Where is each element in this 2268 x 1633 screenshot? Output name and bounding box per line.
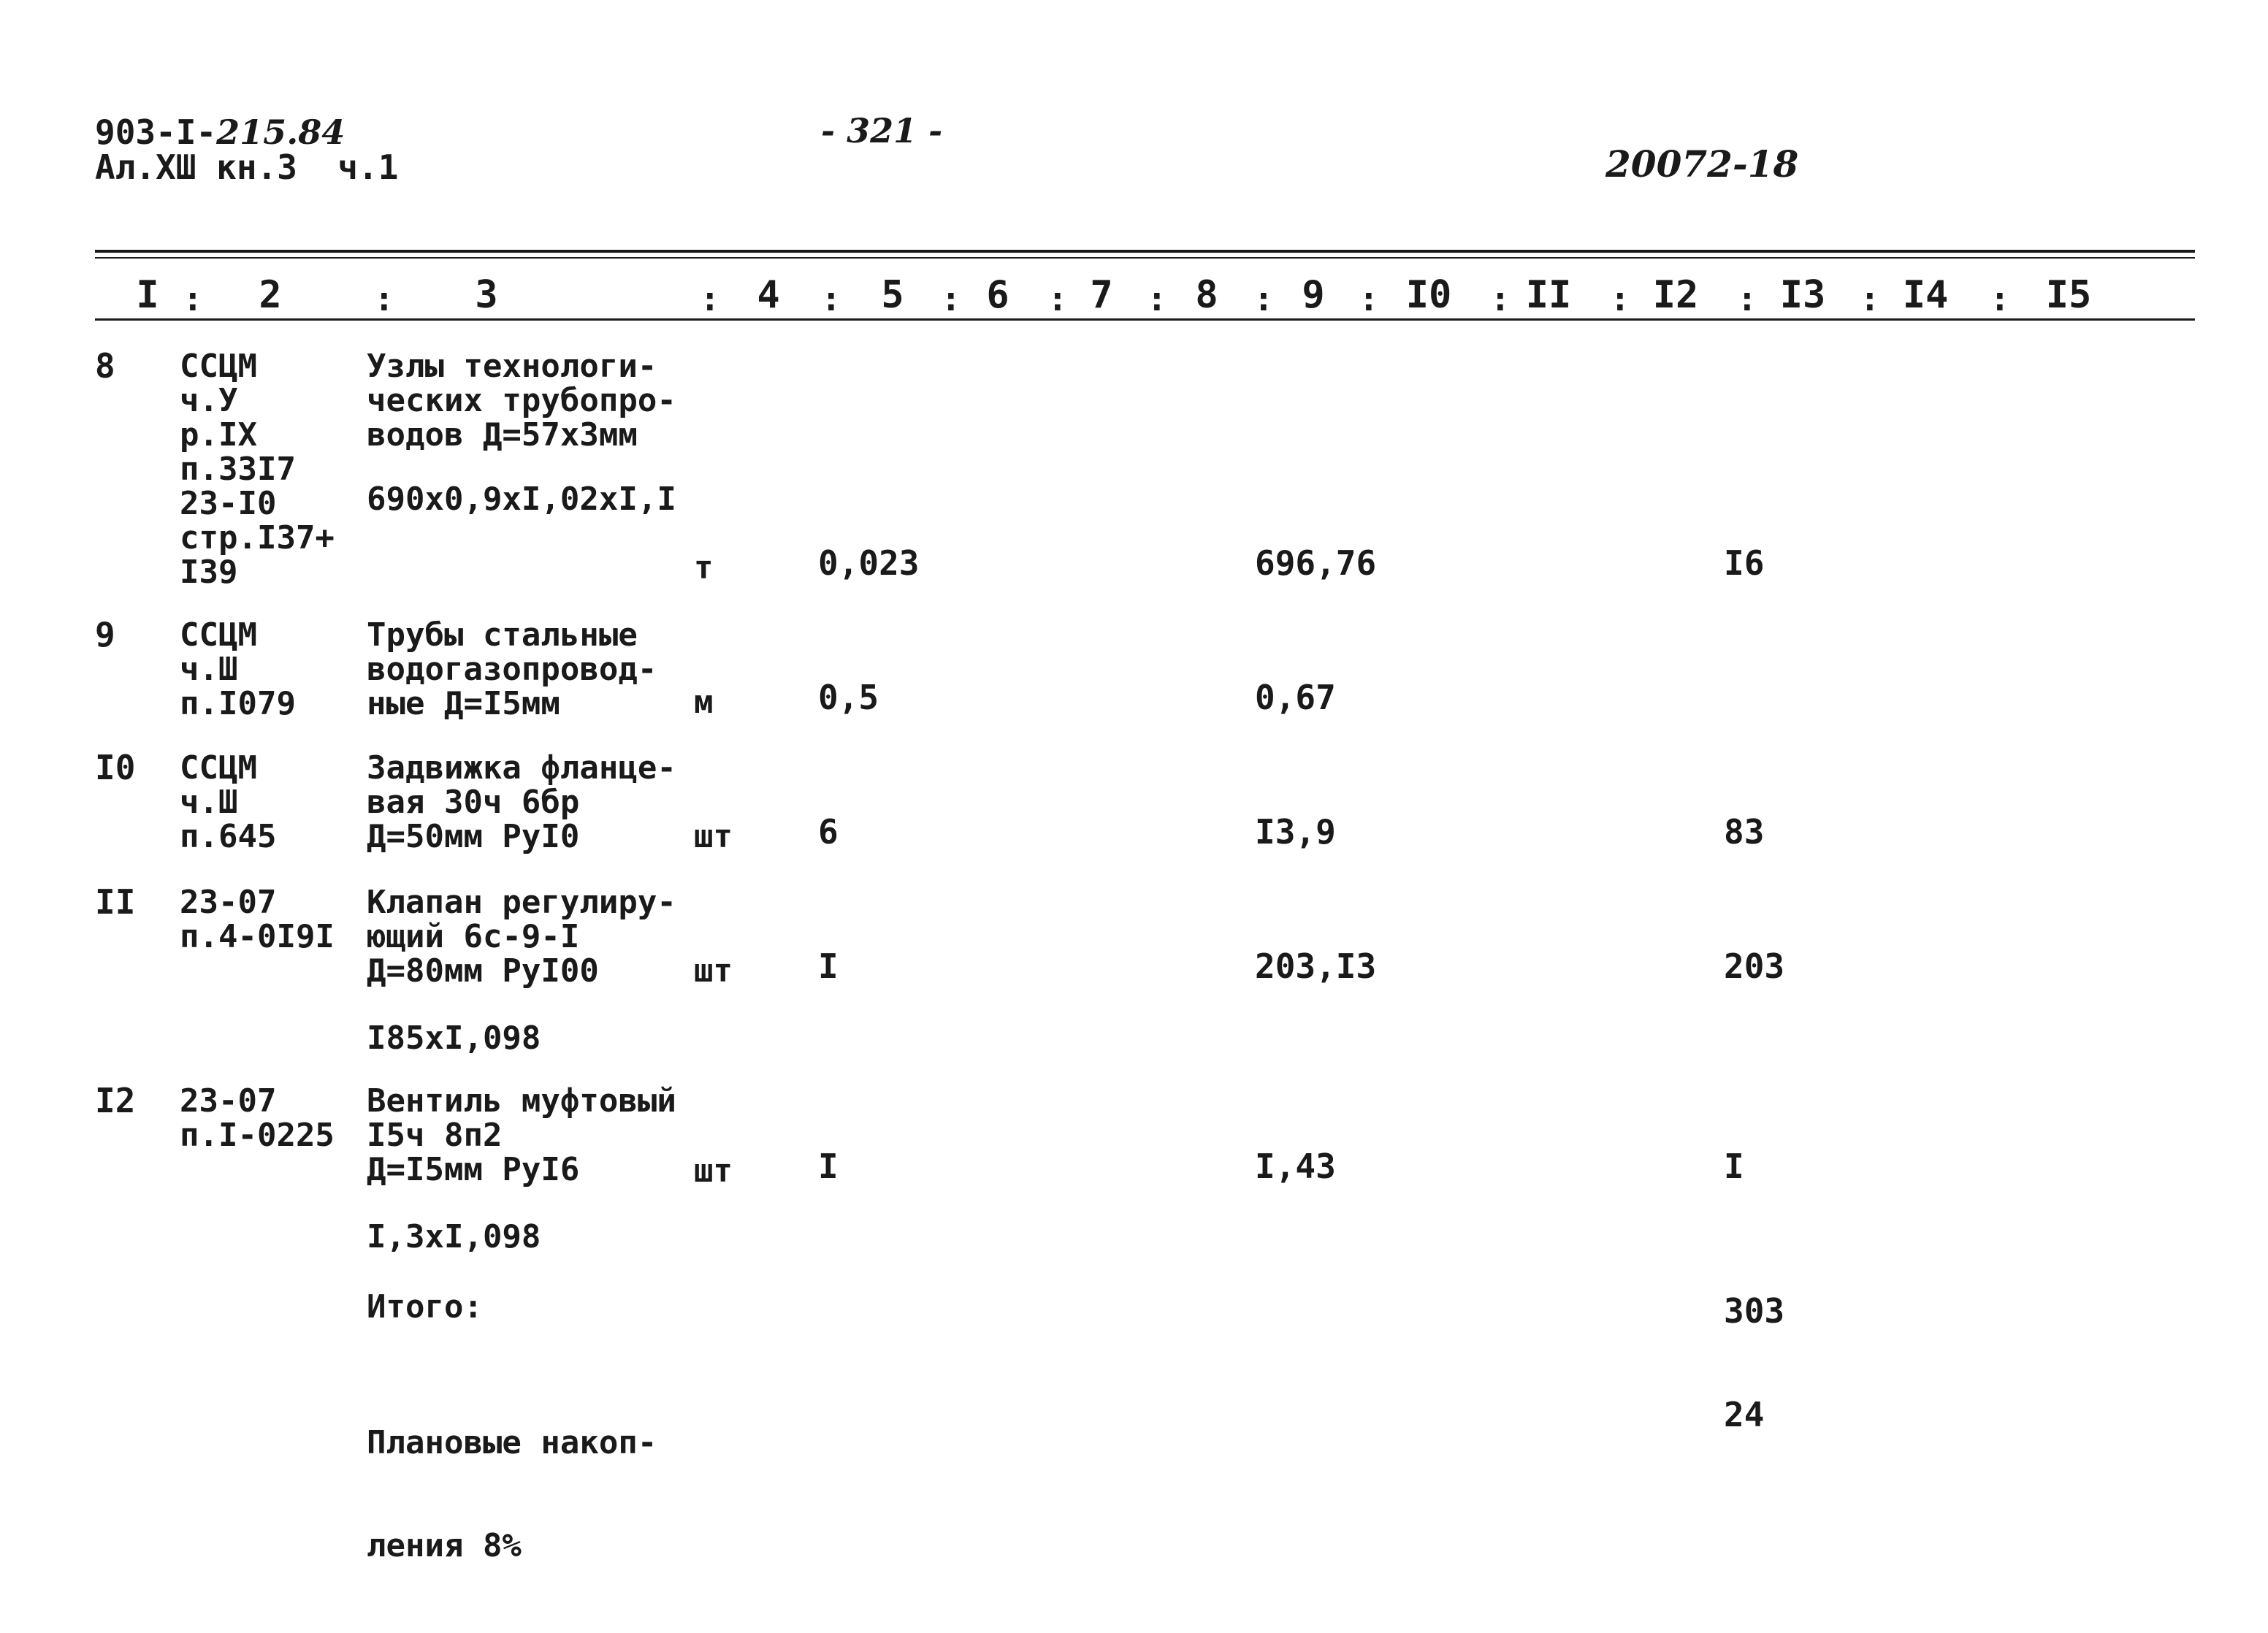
column-header-6: 6: [986, 273, 1009, 317]
column-header-11: II: [1525, 273, 1572, 317]
column-header-5: 5: [881, 273, 904, 317]
row-reference: [180, 1084, 335, 1152]
column-separator: :: [1147, 279, 1167, 318]
column-separator: :: [1359, 279, 1379, 318]
row-unit: шт: [694, 952, 733, 990]
row-reference-line: ч.Ш: [180, 651, 238, 688]
row-reference: [180, 349, 335, 589]
column-header-14: I4: [1902, 273, 1949, 317]
document-number: 20072-18: [1605, 142, 1799, 186]
row-quantity: 6: [818, 812, 839, 852]
row-number: I0: [95, 748, 136, 787]
column-separator: :: [1610, 279, 1630, 318]
column-separator: :: [1737, 279, 1757, 318]
column-separator: :: [183, 279, 203, 318]
row-reference-line: п.33I7: [180, 451, 296, 488]
row-description-line: вая 30ч 6бр: [367, 784, 580, 821]
row-formula: I,3хI,098: [367, 1218, 541, 1255]
row-description-line: ющий 6с-9-I: [367, 918, 580, 955]
row-unit: шт: [694, 818, 733, 855]
row-description-line: Трубы стальные: [367, 616, 638, 654]
row-reference-line: п.4-0I9I: [180, 918, 335, 955]
row-description-line: Клапан регулиру-: [367, 884, 676, 921]
row-description-line: ные Д=I5мм: [367, 685, 560, 722]
planned-savings-label-line: Плановые накоп-: [367, 1424, 657, 1461]
column-header-4: 4: [757, 273, 780, 317]
row-description-line: водогазопровод-: [367, 651, 657, 688]
column-separator: :: [941, 279, 961, 318]
row-reference-line: п.I079: [180, 685, 296, 722]
row-reference-line: I39: [180, 554, 238, 591]
row-description: [367, 885, 676, 988]
itogo-value: 303: [1724, 1291, 1785, 1331]
row-number: 8: [95, 346, 115, 386]
row-quantity: I: [818, 1147, 839, 1186]
column-separator: :: [821, 279, 841, 318]
row-description-line: Вентиль муфтовый: [367, 1082, 676, 1120]
row-reference-line: ч.У: [180, 382, 238, 419]
row-total-cost: I6: [1724, 543, 1765, 583]
row-reference-line: ч.Ш: [180, 784, 238, 821]
row-reference-line: р.IX: [180, 416, 257, 454]
column-header-7: 7: [1090, 273, 1113, 317]
row-description: [367, 618, 657, 721]
row-unit-price: I3,9: [1255, 812, 1336, 852]
row-number: II: [95, 882, 136, 922]
column-header-10: I0: [1405, 273, 1452, 317]
column-separator: :: [1047, 279, 1068, 318]
series-code: 903-I-215.84: [95, 112, 345, 152]
column-separator: :: [1490, 279, 1511, 318]
column-header-13: I3: [1779, 273, 1826, 317]
row-formula: I85хI,098: [367, 1020, 541, 1057]
row-quantity: 0,023: [818, 543, 920, 583]
planned-savings-label-line: ления 8%: [367, 1527, 522, 1564]
row-quantity: I: [818, 946, 839, 986]
row-unit-price: 203,I3: [1255, 946, 1377, 986]
row-reference-line: п.645: [180, 818, 277, 855]
column-separator: :: [700, 279, 720, 318]
row-description: [367, 349, 676, 452]
row-reference-line: 23-I0: [180, 485, 277, 522]
row-unit: м: [694, 684, 714, 721]
row-reference-line: п.I-0225: [180, 1117, 335, 1154]
row-description-line: водов Д=57х3мм: [367, 416, 638, 454]
row-unit: шт: [694, 1152, 733, 1190]
column-separator: :: [1860, 279, 1880, 318]
row-unit-price: 0,67: [1255, 678, 1336, 717]
planned-savings-label: [367, 1357, 657, 1632]
row-reference: [180, 751, 276, 854]
row-description-line: I5ч 8п2: [367, 1117, 503, 1154]
series-code-handwritten: 215.84: [216, 112, 345, 152]
row-formula: 690х0,9хI,02хI,I: [367, 481, 676, 518]
row-description-line: Д=80мм РуI00: [367, 952, 599, 990]
header-top-rule: [95, 250, 2195, 253]
row-number: I2: [95, 1081, 136, 1120]
column-separator: :: [1253, 279, 1274, 318]
header-top-rule-thin: [95, 257, 2195, 259]
album-reference: Ал.ХШ кн.3 ч.1: [95, 148, 399, 187]
row-reference-line: стр.I37+: [180, 519, 335, 557]
row-description-line: Узлы технологи-: [367, 348, 657, 385]
row-unit-price: I,43: [1255, 1147, 1336, 1186]
row-reference: [180, 885, 335, 954]
row-total-cost: 203: [1724, 946, 1785, 986]
itogo-label: Итого:: [367, 1288, 483, 1326]
page-number: - 321 -: [821, 111, 943, 150]
row-unit: т: [694, 549, 714, 586]
row-total-cost: 83: [1724, 812, 1765, 852]
row-reference-line: 23-07: [180, 1082, 277, 1120]
row-description-line: Д=I5мм РуI6: [367, 1151, 580, 1188]
planned-savings-value: 24: [1724, 1395, 1765, 1434]
row-reference-line: ССЦМ: [180, 749, 257, 787]
row-reference-line: ССЦМ: [180, 616, 257, 654]
column-separator: :: [1990, 279, 2010, 318]
row-description-line: ческих трубопро-: [367, 382, 676, 419]
column-header-1: I: [136, 273, 159, 317]
row-reference-line: 23-07: [180, 884, 277, 921]
row-description: [367, 751, 676, 854]
row-reference-line: ССЦМ: [180, 348, 257, 385]
row-number: 9: [95, 615, 115, 654]
column-header-3: 3: [475, 273, 498, 317]
row-total-cost: I: [1724, 1147, 1744, 1186]
row-reference: [180, 618, 296, 721]
column-header-9: 9: [1302, 273, 1325, 317]
row-description: [367, 1084, 676, 1187]
column-header-2: 2: [259, 273, 282, 317]
row-unit-price: 696,76: [1255, 543, 1377, 583]
column-header-15: I5: [2045, 273, 2092, 317]
header-bottom-rule: [95, 318, 2195, 321]
row-quantity: 0,5: [818, 678, 879, 717]
column-header-12: I2: [1652, 273, 1699, 317]
row-description-line: Задвижка фланце-: [367, 749, 676, 787]
row-description-line: Д=50мм РуI0: [367, 818, 580, 855]
column-header-8: 8: [1195, 273, 1218, 317]
column-separator: :: [374, 279, 394, 318]
